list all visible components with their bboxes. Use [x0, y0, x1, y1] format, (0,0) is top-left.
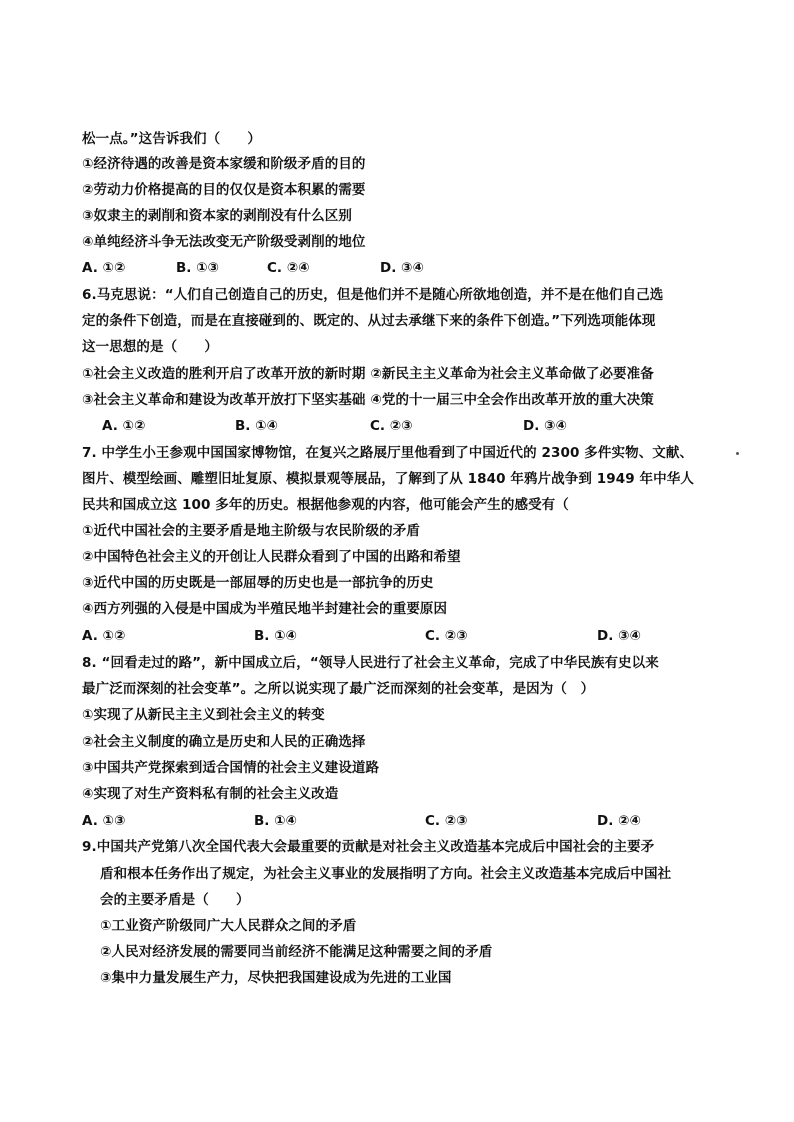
q8-stem-line-2: 最广泛而深刻的社会变革”。之所以说实现了最广泛而深刻的社会变革，是因为（ ） [82, 681, 595, 697]
q6-stem-line-1: 6.马克思说：“人们自己创造自己的历史，但是他们并不是随心所欲地创造，并不是在他们自己选 [82, 287, 664, 303]
q7-item-2: ②中国特色社会主义的开创让人民群众看到了中国的出路和希望 [82, 549, 461, 565]
q7-option-a: A. ①② [82, 628, 126, 644]
q5-option-d: D. ③④ [380, 260, 424, 276]
q7-stem-line-2: 图片、模型绘画、雕塑旧址复原、模拟景观等展品，了解到了从 1840 年鸦片战争到 1949 年中华人 [82, 471, 694, 487]
q8-item-1: ①实现了从新民主主义到社会主义的转变 [82, 707, 325, 723]
q6-option-c: C. ②③ [370, 418, 413, 434]
q7-stem-line-1: 7. 中学生小王参观中国国家博物馆，在复兴之路展厅里他看到了中国近代的 2300 多件实物、文献、 [82, 445, 694, 461]
q8-option-d: D. ②④ [597, 813, 641, 829]
q6-item-row-1: ①社会主义改造的胜利开启了改革开放的新时期 ②新民主主义革命为社会主义革命做了必要准备 [82, 366, 654, 382]
q9-item-2: ②人民对经济发展的需要同当前经济不能满足这种需要之间的矛盾 [100, 944, 493, 960]
scan-dot [736, 452, 739, 455]
q9-item-1: ①工业资产阶级同广大人民群众之间的矛盾 [100, 918, 357, 934]
q9-stem-line-2: 盾和根本任务作出了规定，为社会主义事业的发展指明了方向。社会主义改造基本完成后中国社 [100, 866, 672, 882]
q6-option-b: B. ①④ [235, 418, 278, 434]
q7-item-3: ③近代中国的历史既是一部屈辱的历史也是一部抗争的历史 [82, 575, 434, 591]
q5-item-3: ③奴隶主的剥削和资本家的剥削没有什么区别 [82, 208, 352, 224]
q8-item-4: ④实现了对生产资料私有制的社会主义改造 [82, 786, 339, 802]
q5-option-c: C. ②④ [267, 260, 310, 276]
q7-option-d: D. ③④ [597, 628, 641, 644]
q5-option-b: B. ①③ [176, 260, 219, 276]
q7-option-b: B. ①④ [254, 628, 297, 644]
q8-item-2: ②社会主义制度的确立是历史和人民的正确选择 [82, 734, 366, 750]
q5-stem: 松一点。”这告诉我们（ ） [82, 131, 262, 147]
q8-option-c: C. ②③ [425, 813, 468, 829]
q6-stem-line-2: 定的条件下创造，而是在直接碰到的、既定的、从过去承继下来的条件下创造。”下列选项能体现 [82, 313, 656, 329]
q5-item-4: ④单纯经济斗争无法改变无产阶级受剥削的地位 [82, 234, 366, 250]
q7-stem-line-3: 民共和国成立这 100 多年的历史。根据他参观的内容，他可能会产生的感受有（ [82, 497, 569, 513]
q8-item-3: ③中国共产党探索到适合国情的社会主义建设道路 [82, 760, 380, 776]
q7-item-4: ④西方列强的入侵是中国成为半殖民地半封建社会的重要原因 [82, 601, 448, 617]
q6-option-d: D. ③④ [523, 418, 567, 434]
q5-item-2: ②劳动力价格提高的目的仅仅是资本积累的需要 [82, 182, 366, 198]
q8-option-b: B. ①④ [254, 813, 297, 829]
q6-item-row-2: ③社会主义革命和建设为改革开放打下坚实基础 ④党的十一届三中全会作出改革开放的重大决策 [82, 392, 654, 408]
q5-option-a: A. ①② [82, 260, 126, 276]
q6-stem-line-3: 这一思想的是（ ） [82, 339, 218, 355]
q9-stem-line-3: 会的主要矛盾是（ ） [100, 892, 250, 908]
q8-option-a: A. ①③ [82, 813, 126, 829]
q9-item-3: ③集中力量发展生产力，尽快把我国建设成为先进的工业国 [100, 970, 452, 986]
q9-stem-line-1: 9.中国共产党第八次全国代表大会最重要的贡献是对社会主义改造基本完成后中国社会的主要矛 [82, 839, 655, 855]
q7-item-1: ①近代中国社会的主要矛盾是地主阶级与农民阶级的矛盾 [82, 523, 420, 539]
q5-item-1: ①经济待遇的改善是资本家缓和阶级矛盾的目的 [82, 156, 366, 172]
q6-option-a: A. ①② [102, 418, 146, 434]
q7-option-c: C. ②③ [425, 628, 468, 644]
q8-stem-line-1: 8. “回看走过的路”，新中国成立后，“领导人民进行了社会主义革命，完成了中华民族有史以来 [82, 655, 659, 671]
